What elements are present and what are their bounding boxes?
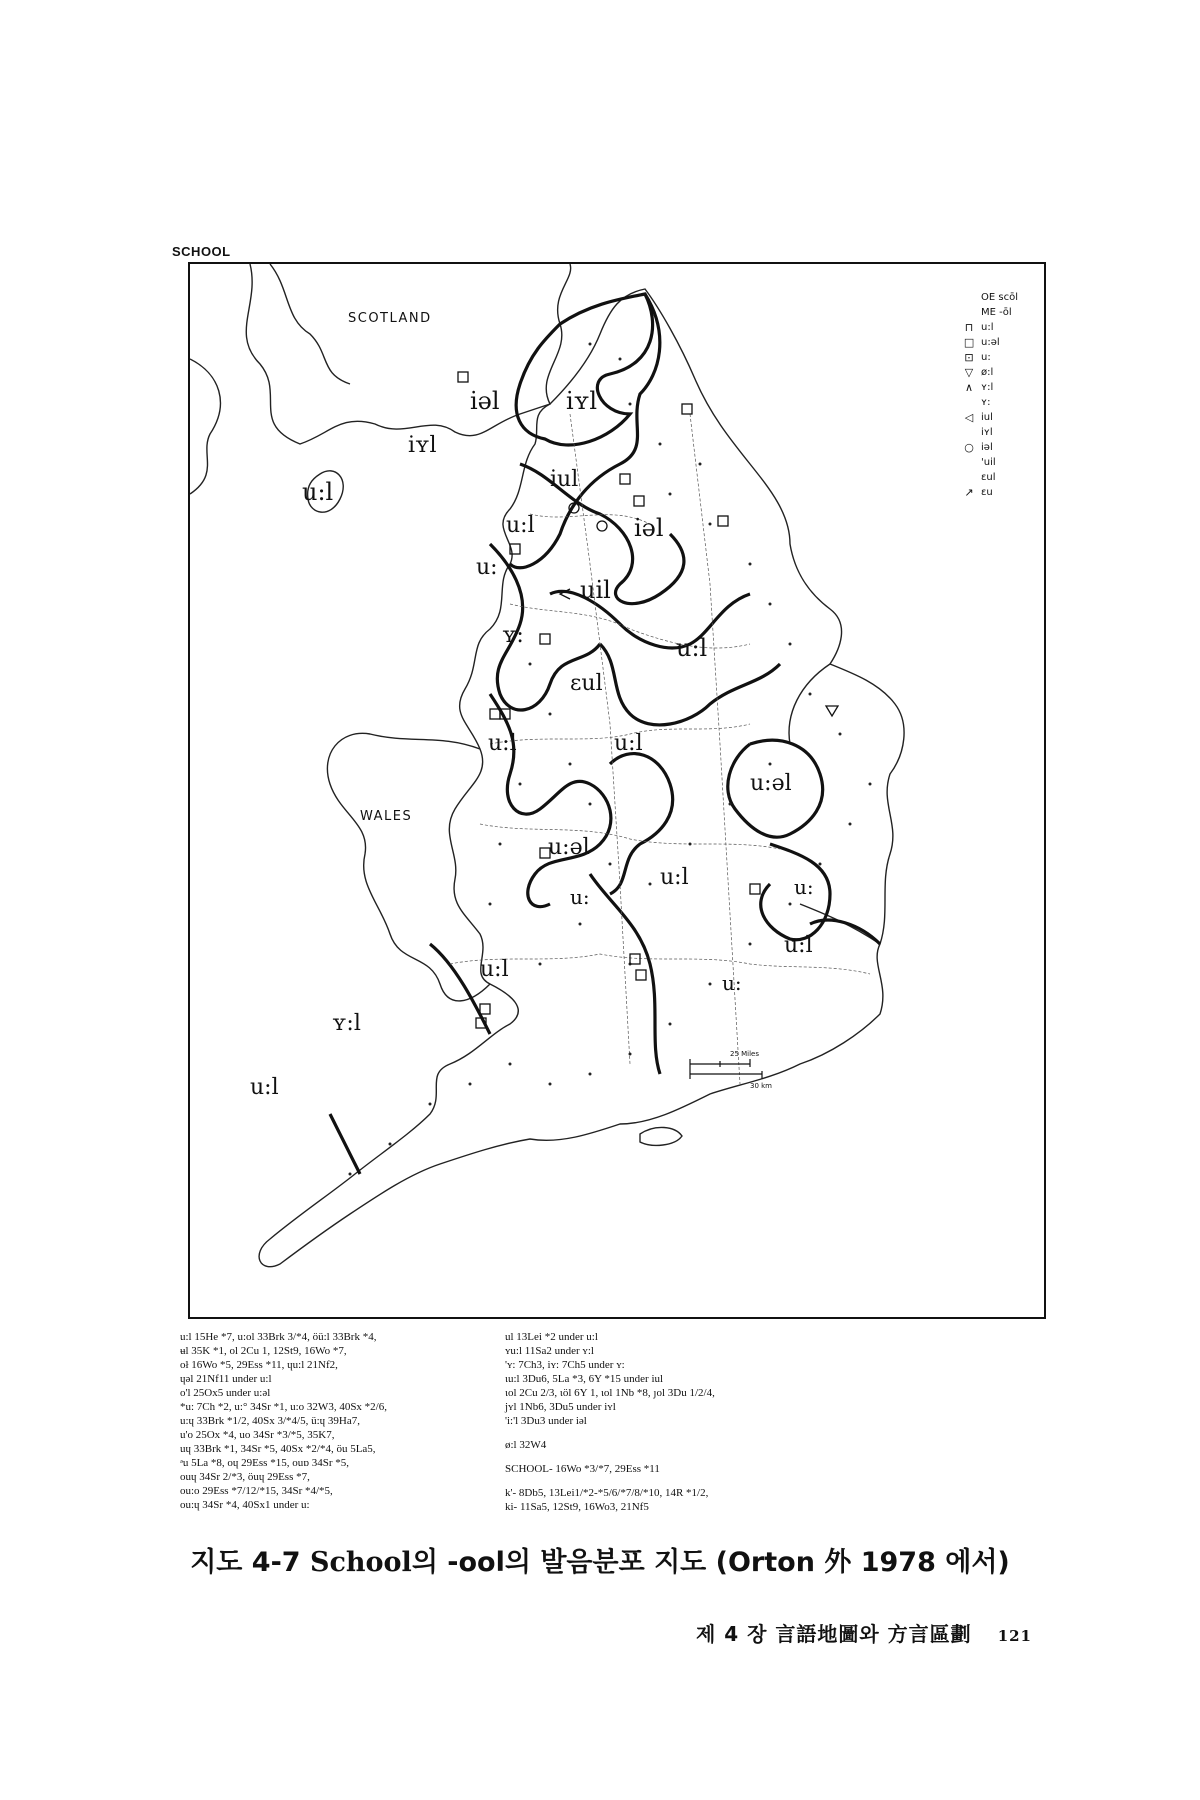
square-icon [718, 516, 728, 526]
phonetic-label: u:l [676, 634, 708, 662]
legend-item [963, 395, 1018, 410]
phonetic-label: iəl [470, 387, 500, 415]
legend-heading-oe: OE scōl [981, 292, 1018, 303]
caption-rest: 의 -ool의 발음분포 지도 (Orton 外 1978 에서) [411, 1547, 1010, 1578]
note-line: u:l 15He *7, u:ol 33Brk 3/*4, öü:l 33Brk *4, [180, 1331, 377, 1343]
phonetic-label: u: [722, 971, 742, 995]
phonetic-label: ʏ:l [332, 1011, 361, 1036]
note-line [505, 1428, 835, 1438]
legend-item-label: iəl [981, 442, 993, 453]
legend-item [963, 470, 1018, 485]
region-label: SCOTLAND [348, 311, 432, 326]
england-outline [259, 289, 904, 1267]
note-line: 'i:'l 3Du3 under iəl [505, 1415, 587, 1427]
map-legend [963, 290, 1018, 500]
phonetic-label: u:l [480, 957, 509, 982]
wales-coast [327, 733, 490, 1001]
locality-dots [349, 343, 872, 1176]
scottish-islands [190, 359, 220, 494]
caption-lead: 지도 4-7 [190, 1547, 301, 1578]
scotland-west-coast [270, 264, 350, 384]
square-icon [630, 954, 640, 964]
note-line: o'l 25Ox5 under u:əl [180, 1387, 271, 1399]
isogloss-group [330, 294, 880, 1174]
note-line: ul 13Lei *2 under u:l [505, 1331, 598, 1343]
open-square-top-icon: ⊓ [964, 321, 974, 334]
legend-item [963, 410, 1018, 425]
note-line [505, 1476, 835, 1486]
legend-item-label: ʏ: [981, 397, 991, 408]
caret-icon: ∧ [964, 381, 974, 394]
legend-item [963, 320, 1018, 335]
phonetic-label: u:l [250, 1075, 279, 1100]
phonetic-label: uil [580, 576, 611, 604]
note-line: ιol 2Cu 2/3, ιöl 6Y 1, ιol 1Nb *8, ȷol 3Du 1/2/4, [505, 1387, 715, 1399]
legend-item [963, 335, 1018, 350]
phonetic-label: iʏl [408, 433, 437, 458]
legend-item-label: u:əl [981, 337, 1000, 348]
region-label: WALES [360, 809, 413, 824]
phonetic-label: u:l [506, 513, 535, 538]
note-line: ou:o 29Ess *7/12/*15, 34Sr *4/*5, [180, 1485, 333, 1497]
note-line: ø:l 32W4 [505, 1439, 547, 1451]
legend-item [963, 440, 1018, 455]
triangle-down-icon: ▽ [964, 366, 974, 379]
phonetic-label: ɛul [570, 671, 603, 696]
isogloss-line [330, 1114, 360, 1174]
note-line: jʏl 1Nb6, 3Du5 under iʏl [505, 1401, 616, 1413]
square-dot-icon [636, 970, 646, 980]
legend-item-label: ʏ:l [981, 382, 994, 393]
note-line: k'- 8Db5, 13Lei1/*2-*5/6/*7/8/*10, 14R *1/2, [505, 1487, 709, 1499]
legend-item-label: 'uil [981, 457, 996, 468]
map-title: SCHOOL [172, 244, 231, 259]
phonetic-label: u:əl [548, 835, 590, 860]
phonetic-label: ʏ: [502, 623, 524, 648]
circle-icon [597, 521, 607, 531]
square-icon [540, 634, 550, 644]
legend-item-label: iʏl [981, 427, 993, 438]
phonetic-label: u:l [614, 731, 643, 756]
legend-item [963, 365, 1018, 380]
page-number: 121 [997, 1627, 1032, 1645]
note-line: ki- 11Sa5, 12St9, 16Wo3, 21Nf5 [505, 1501, 649, 1513]
coastline-group [190, 264, 904, 1267]
legend-item [963, 350, 1018, 365]
square-icon [480, 1004, 490, 1014]
square-icon [458, 372, 468, 382]
wash-coast [789, 664, 830, 744]
note-line [505, 1452, 835, 1462]
legend-heading-me: ME -ōl [981, 307, 1012, 318]
note-line: ʏu:l 11Sa2 under ʏ:l [505, 1345, 594, 1357]
square-icon [750, 884, 760, 894]
legend-item-label: ɛu [981, 487, 993, 498]
phonetic-label: u:l [784, 933, 813, 958]
legend-heading [963, 290, 1018, 305]
note-line: ʉl 35K *1, ol 2Cu 1, 12St9, 16Wo *7, [180, 1345, 347, 1357]
phonetic-label: u: [794, 875, 814, 899]
notes-left [180, 1330, 490, 1512]
legend-item-label: u: [981, 352, 991, 363]
legend-items [963, 320, 1018, 500]
legend-item [963, 485, 1018, 500]
legend-heading [963, 305, 1018, 320]
note-line: SCHOOL- 16Wo *3/*7, 29Ess *11 [505, 1463, 660, 1475]
phonetic-label: u: [476, 555, 498, 580]
phonetic-label: u: [570, 885, 590, 909]
hook-icon: ↗ [964, 486, 974, 499]
chapter-title: 제 4 장 言語地圖와 方言區劃 [695, 1622, 972, 1646]
scale-top-label: 25 Miles [730, 1050, 760, 1058]
caption-word: School [309, 1547, 412, 1578]
phonetic-label: u:əl [750, 771, 792, 796]
note-line: *u: 7Ch *2, u:° 34Sr *1, u:o 32W3, 40Sx *2/6, [180, 1401, 387, 1413]
scale-labels [730, 1050, 772, 1090]
legend-item-label: u:l [981, 322, 994, 333]
phonetic-label: u:l [660, 865, 689, 890]
isogloss-line [490, 694, 611, 907]
triangle-down-icon [826, 706, 838, 716]
square-dot-icon: ⊡ [964, 351, 974, 364]
legend-item [963, 455, 1018, 470]
square-icon [682, 404, 692, 414]
legend-item [963, 380, 1018, 395]
scale-bottom-label: 30 km [750, 1082, 773, 1090]
notes-right [505, 1330, 835, 1514]
note-line: ou:ɥ 34Sr *4, 40Sx1 under u: [180, 1499, 310, 1511]
phonetic-label: iʏl [566, 387, 598, 415]
phonetic-label: iul [550, 467, 579, 492]
note-line: ɥəl 21Nf11 under u:l [180, 1373, 272, 1385]
note-line: oł 16Wo *5, 29Ess *11, ɥu:l 21Nf2, [180, 1359, 338, 1371]
phonetic-label: u:l [488, 731, 517, 756]
square-icon [634, 496, 644, 506]
note-line: ouɥ 34Sr 2/*3, öuɥ 29Ess *7, [180, 1471, 310, 1483]
legend-item-label: ɛul [981, 472, 996, 483]
note-line: u:ɥ 33Brk *1/2, 40Sx 3/*4/5, ü:ɥ 39Ha7, [180, 1415, 360, 1427]
scotland-coast [246, 264, 570, 444]
map-canvas [190, 264, 1046, 1319]
square-icon [620, 474, 630, 484]
phonetic-label: u:l [302, 478, 334, 506]
phonetic-label: iəl [634, 514, 664, 542]
note-line: u'o 25Ox *4, uo 34Sr *3/*5, 35K7, [180, 1429, 335, 1441]
figure-caption [0, 1540, 1200, 1579]
note-line: uɥ 33Brk *1, 34Sr *5, 40Sx *2/*4, ӧu 5La5, [180, 1443, 376, 1455]
legend-item-label: ø:l [981, 367, 994, 378]
isogloss-line [590, 874, 660, 1074]
note-line: ιu:l 3Du6, 5La *3, 6Y *15 under iul [505, 1373, 664, 1385]
running-header [696, 1618, 1032, 1647]
note-line: ᵊu 5La *8, oɥ 29Ess *15, ouɒ 34Sr *5, [180, 1457, 349, 1469]
triangle-left-icon: ◁ [964, 411, 974, 424]
scale-bar [690, 1059, 762, 1079]
circle-icon: ○ [964, 441, 974, 454]
legend-item [963, 425, 1018, 440]
map-symbols [458, 372, 838, 1028]
note-line: 'ʏ: 7Ch3, iʏ: 7Ch5 under ʏ: [505, 1359, 625, 1371]
square-icon: □ [963, 336, 975, 349]
isle-of-wight [640, 1127, 682, 1145]
legend-item-label: iul [981, 412, 993, 423]
dialect-map [188, 262, 1046, 1319]
